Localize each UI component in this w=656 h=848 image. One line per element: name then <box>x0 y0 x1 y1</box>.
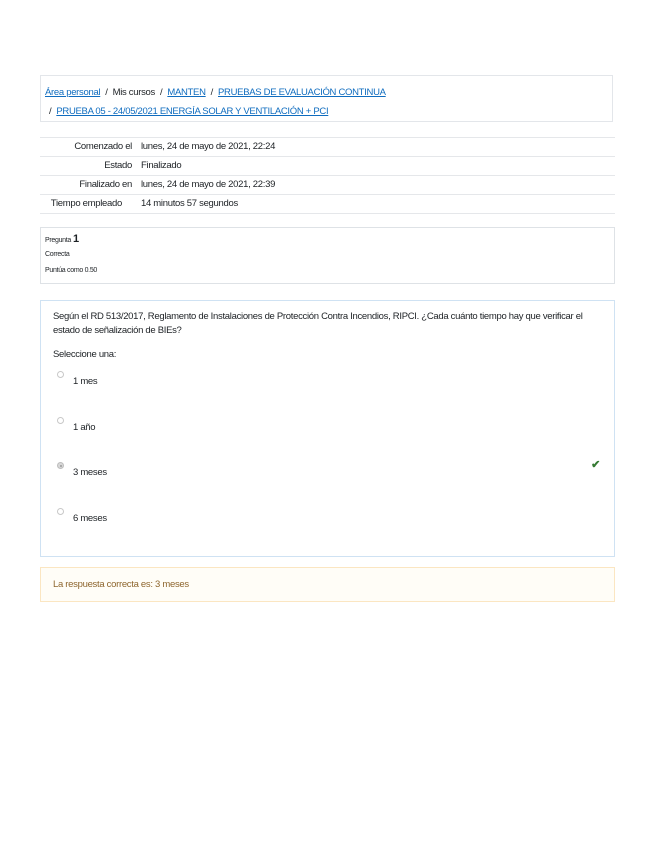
question-state: Correcta <box>45 251 70 258</box>
breadcrumb-line-1 <box>45 83 608 102</box>
answer-option-label: 3 meses <box>73 467 107 478</box>
breadcrumb-link-pruebas[interactable]: PRUEBAS DE EVALUACIÓN CONTINUA <box>218 87 386 98</box>
breadcrumb <box>40 75 613 122</box>
question-number-value: 1 <box>73 233 79 245</box>
attempt-summary-table <box>40 137 615 214</box>
check-icon: ✔ <box>591 459 600 471</box>
question-number <box>45 233 610 247</box>
breadcrumb-link-prueba05[interactable]: PRUEBA 05 - 24/05/2021 ENERGÍA SOLAR Y VENTILACIÓN + PCI <box>56 106 329 117</box>
summary-row-finished <box>40 175 615 194</box>
question-text: Según el RD 513/2017, Reglamento de Instalaciones de Protección Contra Incendios, RIPCI. ¿Cada cuánto tiempo hay que verificar el estado de señalización de BIEs? <box>53 311 583 336</box>
summary-value: 14 minutos 57 segundos <box>141 198 238 209</box>
breadcrumb-separator: / <box>49 106 52 117</box>
breadcrumb-separator: / <box>105 87 108 98</box>
summary-label: Estado <box>104 160 132 171</box>
correct-answer-feedback: La respuesta correcta es: 3 meses <box>40 567 615 602</box>
question-label: Pregunta <box>45 237 72 244</box>
summary-label: Comenzado el <box>74 141 132 152</box>
answer-option-label: 1 año <box>73 422 96 433</box>
summary-row-state <box>40 156 615 175</box>
breadcrumb-separator: / <box>210 87 213 98</box>
summary-label: Tiempo empleado <box>50 198 122 209</box>
summary-value: Finalizado <box>141 160 182 171</box>
breadcrumb-line-2 <box>45 102 608 121</box>
summary-value: lunes, 24 de mayo de 2021, 22:39 <box>141 179 276 190</box>
breadcrumb-link-area-personal[interactable]: Área personal <box>45 87 101 98</box>
summary-value: lunes, 24 de mayo de 2021, 22:24 <box>141 141 276 152</box>
radio-button[interactable] <box>57 417 64 424</box>
question-info <box>40 227 615 284</box>
breadcrumb-link-manten[interactable]: MANTEN <box>167 87 206 98</box>
radio-button[interactable] <box>57 371 64 378</box>
answer-option-label: 6 meses <box>73 513 107 524</box>
radio-button[interactable] <box>57 508 64 515</box>
question-mark: Puntúa como 0.50 <box>45 267 98 274</box>
question-content <box>40 300 615 557</box>
breadcrumb-separator: / <box>160 87 163 98</box>
summary-row-time <box>40 194 615 214</box>
breadcrumb-item-mis-cursos: Mis cursos <box>112 87 155 98</box>
radio-button-selected[interactable] <box>57 462 64 469</box>
summary-label: Finalizado en <box>79 179 132 190</box>
summary-row-started <box>40 137 615 156</box>
answer-option-label: 1 mes <box>73 376 98 387</box>
question-prompt: Seleccione una: <box>53 349 117 360</box>
